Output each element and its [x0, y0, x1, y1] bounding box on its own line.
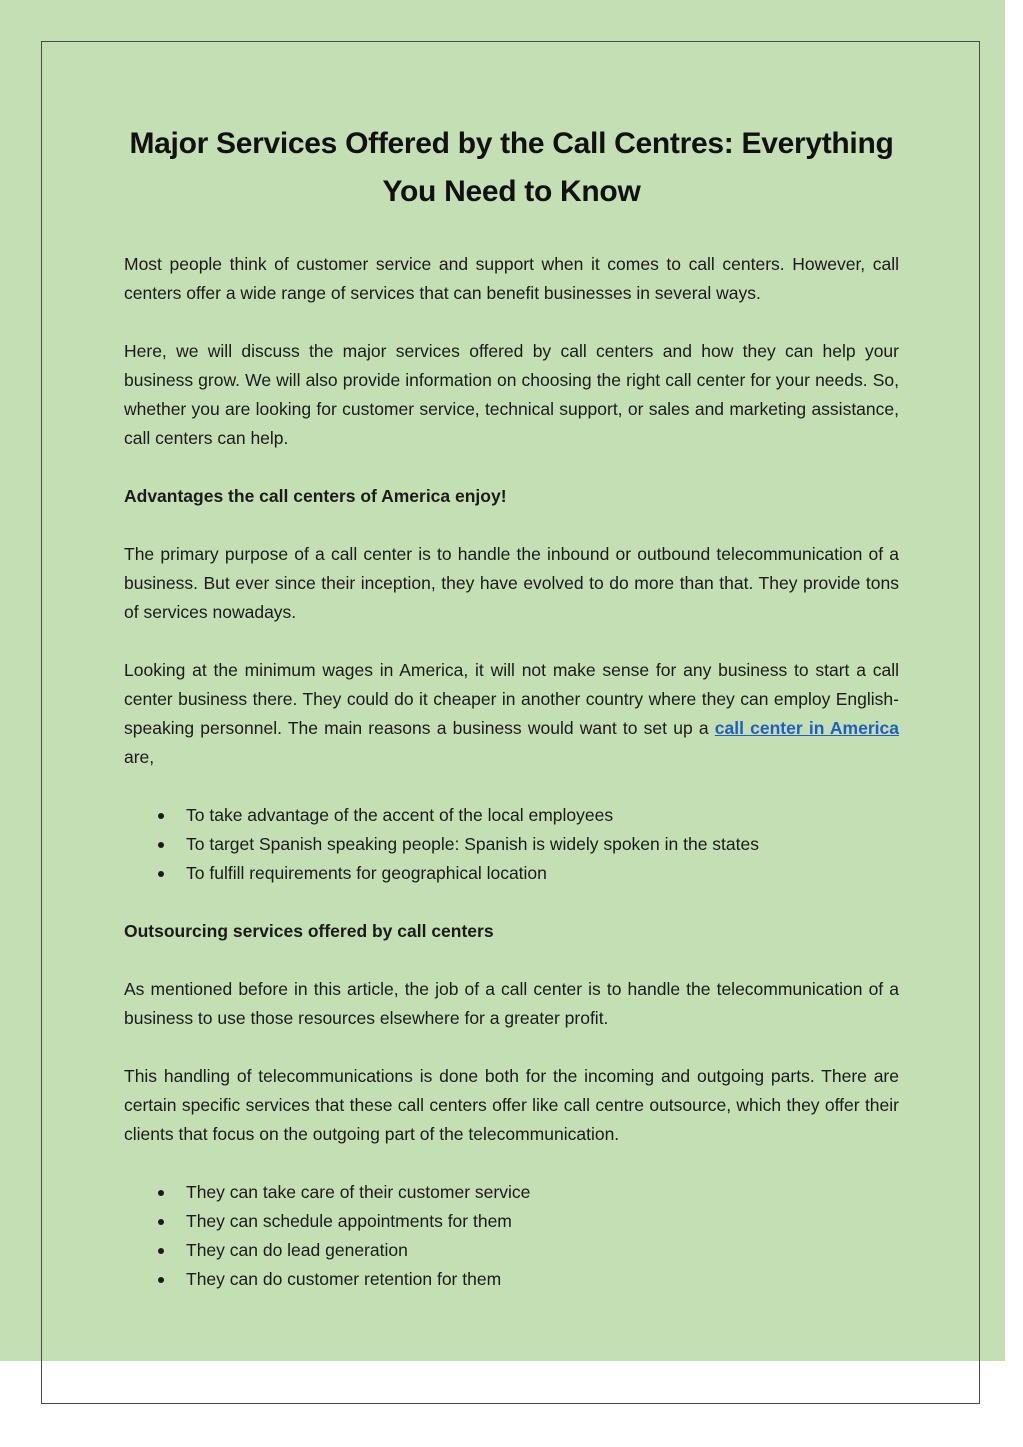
list-item-text: To target Spanish speaking people: Spanish is widely spoken in the states	[186, 834, 759, 854]
list-item	[186, 1178, 899, 1207]
bullet-icon	[158, 871, 164, 877]
call-center-in-america-link[interactable]: call center in America	[714, 718, 899, 738]
bullet-icon	[158, 1277, 164, 1283]
list-item-text: They can take care of their customer service	[186, 1182, 531, 1202]
list-item	[186, 1265, 899, 1294]
document-body	[124, 120, 899, 1323]
list-item-text: They can schedule appointments for them	[186, 1211, 512, 1231]
bullet-icon	[158, 1248, 164, 1254]
list-item-text: They can do lead generation	[186, 1240, 408, 1260]
section-heading-advantages: Advantages the call centers of America enjoy!	[124, 486, 507, 506]
advantages-paragraph-2-text: Looking at the minimum wages in America, it will not make sense for any business to start a call center business there. They could do it cheaper in another country where they can employ English-speaking personnel. The main reasons a business would want to set up a	[124, 660, 899, 738]
intro-paragraph-2: Here, we will discuss the major services offered by call centers and how they can help your business grow. We will also provide information on choosing the right call center for your needs. So, whether you are looking for customer service, technical support, or sales and marketing assistance, call centers can help.	[124, 341, 899, 448]
list-item	[186, 1236, 899, 1265]
list-item	[186, 801, 899, 830]
advantages-bullet-list	[124, 801, 899, 888]
list-item-text: To take advantage of the accent of the local employees	[186, 805, 614, 825]
outsourcing-paragraph-1: As mentioned before in this article, the job of a call center is to handle the telecommunication of a business to use those resources elsewhere for a greater profit.	[124, 979, 899, 1028]
advantages-paragraph-2-tail: are,	[124, 747, 155, 767]
bullet-icon	[158, 842, 164, 848]
advantages-paragraph-2	[124, 656, 899, 772]
bullet-icon	[158, 813, 164, 819]
section-heading-outsourcing: Outsourcing services offered by call centers	[124, 921, 494, 941]
document-title: Major Services Offered by the Call Centres: Everything You Need to Know	[129, 127, 894, 208]
list-item	[186, 830, 899, 859]
intro-paragraph-1: Most people think of customer service and support when it comes to call centers. However, call centers offer a wide range of services that can benefit businesses in several ways.	[124, 254, 899, 303]
outsourcing-paragraph-2: This handling of telecommunications is done both for the incoming and outgoing parts. There are certain specific services that these call centers offer like call centre outsource, which they offer their clients that focus on the outgoing part of the telecommunication.	[124, 1066, 899, 1144]
list-item-text: To fulfill requirements for geographical location	[186, 863, 547, 883]
bullet-icon	[158, 1190, 164, 1196]
outsourcing-bullet-list	[124, 1178, 899, 1294]
list-item	[186, 1207, 899, 1236]
list-item	[186, 859, 899, 888]
advantages-paragraph-1: The primary purpose of a call center is to handle the inbound or outbound telecommunication of a business. But ever since their inception, they have evolved to do more than that. They provide tons of services nowadays.	[124, 544, 899, 622]
list-item-text: They can do customer retention for them	[186, 1269, 502, 1289]
bullet-icon	[158, 1219, 164, 1225]
